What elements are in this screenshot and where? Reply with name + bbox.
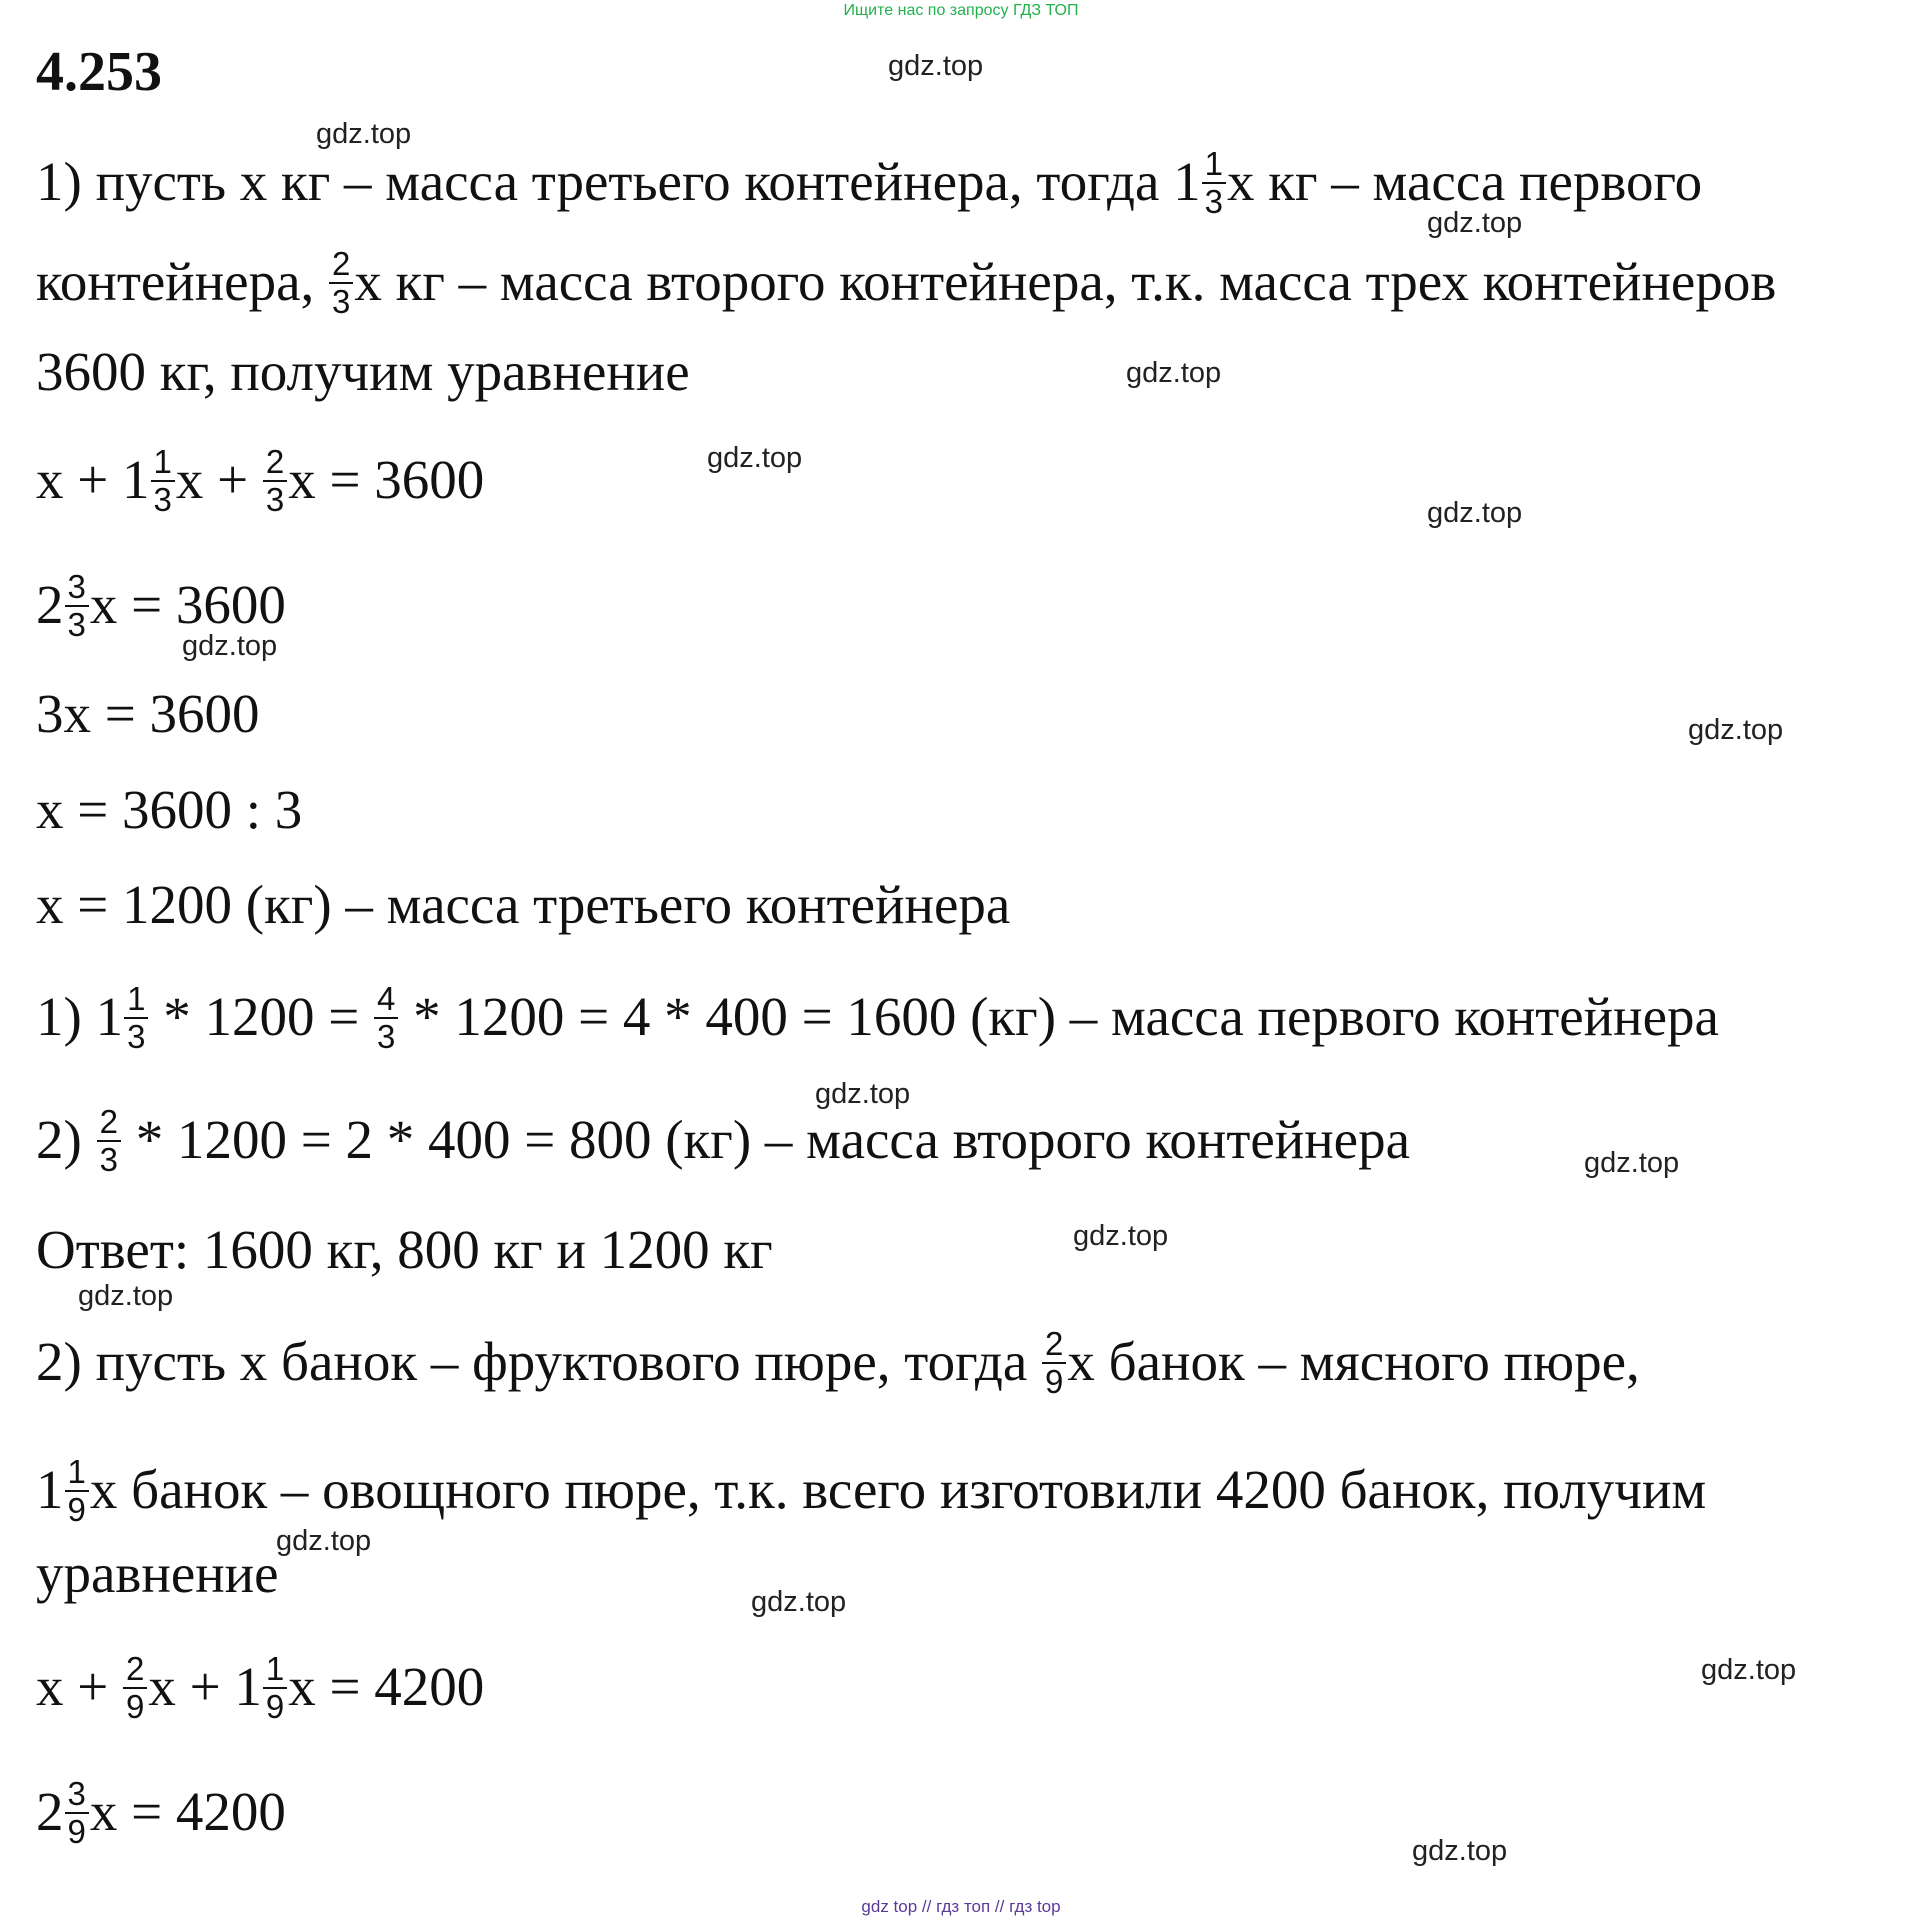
watermark: gdz.top bbox=[707, 442, 803, 474]
fraction: $\frac{3}{9}$ bbox=[65, 1776, 89, 1850]
fraction: $\frac{1}{9}$ bbox=[263, 1651, 287, 1725]
part1-equation5: х = 1200 (кг) – масса третьего контейнера bbox=[36, 874, 1011, 935]
watermark: gdz.top bbox=[751, 1586, 847, 1618]
part1-equation1: х + 1 $\frac{1}{3}$ х + $\frac{2}{3}$ х = 3600 bbox=[36, 443, 485, 519]
watermark: gdz.top bbox=[1427, 207, 1523, 239]
part1-step2: 2) $\frac{2}{3}$ * 1200 = 2 * 400 = 800 (кг) – масса второго контейнера bbox=[36, 1103, 1410, 1179]
fraction: $\frac{4}{3}$ bbox=[374, 981, 398, 1055]
fraction: $\frac{2}{3}$ bbox=[97, 1104, 121, 1178]
watermark: gdz.top bbox=[1701, 1654, 1797, 1686]
fraction: $\frac{1}{3}$ bbox=[124, 981, 148, 1055]
watermark: gdz.top bbox=[1412, 1835, 1508, 1867]
part1-equation2: 2 $\frac{3}{3}$ х = 3600 bbox=[36, 568, 286, 644]
watermark: gdz.top bbox=[276, 1525, 372, 1557]
watermark: gdz.top bbox=[1584, 1147, 1680, 1179]
footer: gdz top // гдз топ // гдз top bbox=[861, 1897, 1061, 1916]
fraction: $\frac{1}{3}$ bbox=[151, 444, 175, 518]
part2-equation2: 2 $\frac{3}{9}$ х = 4200 bbox=[36, 1775, 286, 1851]
fraction: $\frac{2}{9}$ bbox=[1042, 1326, 1066, 1400]
part1-answer: Ответ: 1600 кг, 800 кг и 1200 кг bbox=[36, 1219, 773, 1280]
part2-line3: уравнение bbox=[36, 1543, 279, 1604]
part1-line1: 1) пусть х кг – масса третьего контейнера, тогда 1 $\frac{1}{3}$ х кг – масса первого bbox=[36, 145, 1703, 221]
watermark: gdz.top bbox=[182, 630, 278, 662]
part1-equation3: 3х = 3600 bbox=[36, 683, 260, 744]
fraction: $\frac{1}{3}$ bbox=[1202, 146, 1226, 220]
fraction: $\frac{3}{3}$ bbox=[65, 569, 89, 643]
fraction: $\frac{2}{3}$ bbox=[329, 246, 353, 320]
part1-equation4: х = 3600 : 3 bbox=[36, 779, 303, 840]
part1-line2: контейнера, $\frac{2}{3}$ х кг – масса второго контейнера, т.к. масса трех контейнеров bbox=[36, 245, 1777, 321]
watermark: gdz.top bbox=[815, 1078, 911, 1110]
fraction: $\frac{1}{9}$ bbox=[65, 1454, 89, 1528]
watermark: gdz.top bbox=[1688, 714, 1784, 746]
watermark: gdz.top bbox=[316, 118, 412, 150]
part2-equation1: х + $\frac{2}{9}$ х + 1 $\frac{1}{9}$ х = 4200 bbox=[36, 1650, 485, 1726]
watermark: gdz.top bbox=[78, 1280, 174, 1312]
problem-number: 4.253 bbox=[36, 41, 162, 103]
fraction: $\frac{2}{3}$ bbox=[263, 444, 287, 518]
watermark: gdz.top bbox=[888, 50, 984, 82]
fraction: $\frac{2}{9}$ bbox=[123, 1651, 147, 1725]
part2-line1: 2) пусть х банок – фруктового пюре, тогда $\frac{2}{9}$ х банок – мясного пюре, bbox=[36, 1325, 1640, 1401]
part1-step1: 1) 1 $\frac{1}{3}$ * 1200 = $\frac{4}{3}$ * 1200 = 4 * 400 = 1600 (кг) – масса первого контейнера bbox=[36, 980, 1719, 1056]
part2-line2: 1 $\frac{1}{9}$ х банок – овощного пюре, т.к. всего изготовили 4200 банок, получим bbox=[36, 1453, 1707, 1529]
watermark: gdz.top bbox=[1073, 1220, 1169, 1252]
watermark: gdz.top bbox=[1427, 497, 1523, 529]
top-banner: Ищите нас по запросу ГДЗ ТОП bbox=[843, 2, 1079, 19]
part1-line3: 3600 кг, получим уравнение bbox=[36, 341, 690, 402]
watermark: gdz.top bbox=[1126, 357, 1222, 389]
